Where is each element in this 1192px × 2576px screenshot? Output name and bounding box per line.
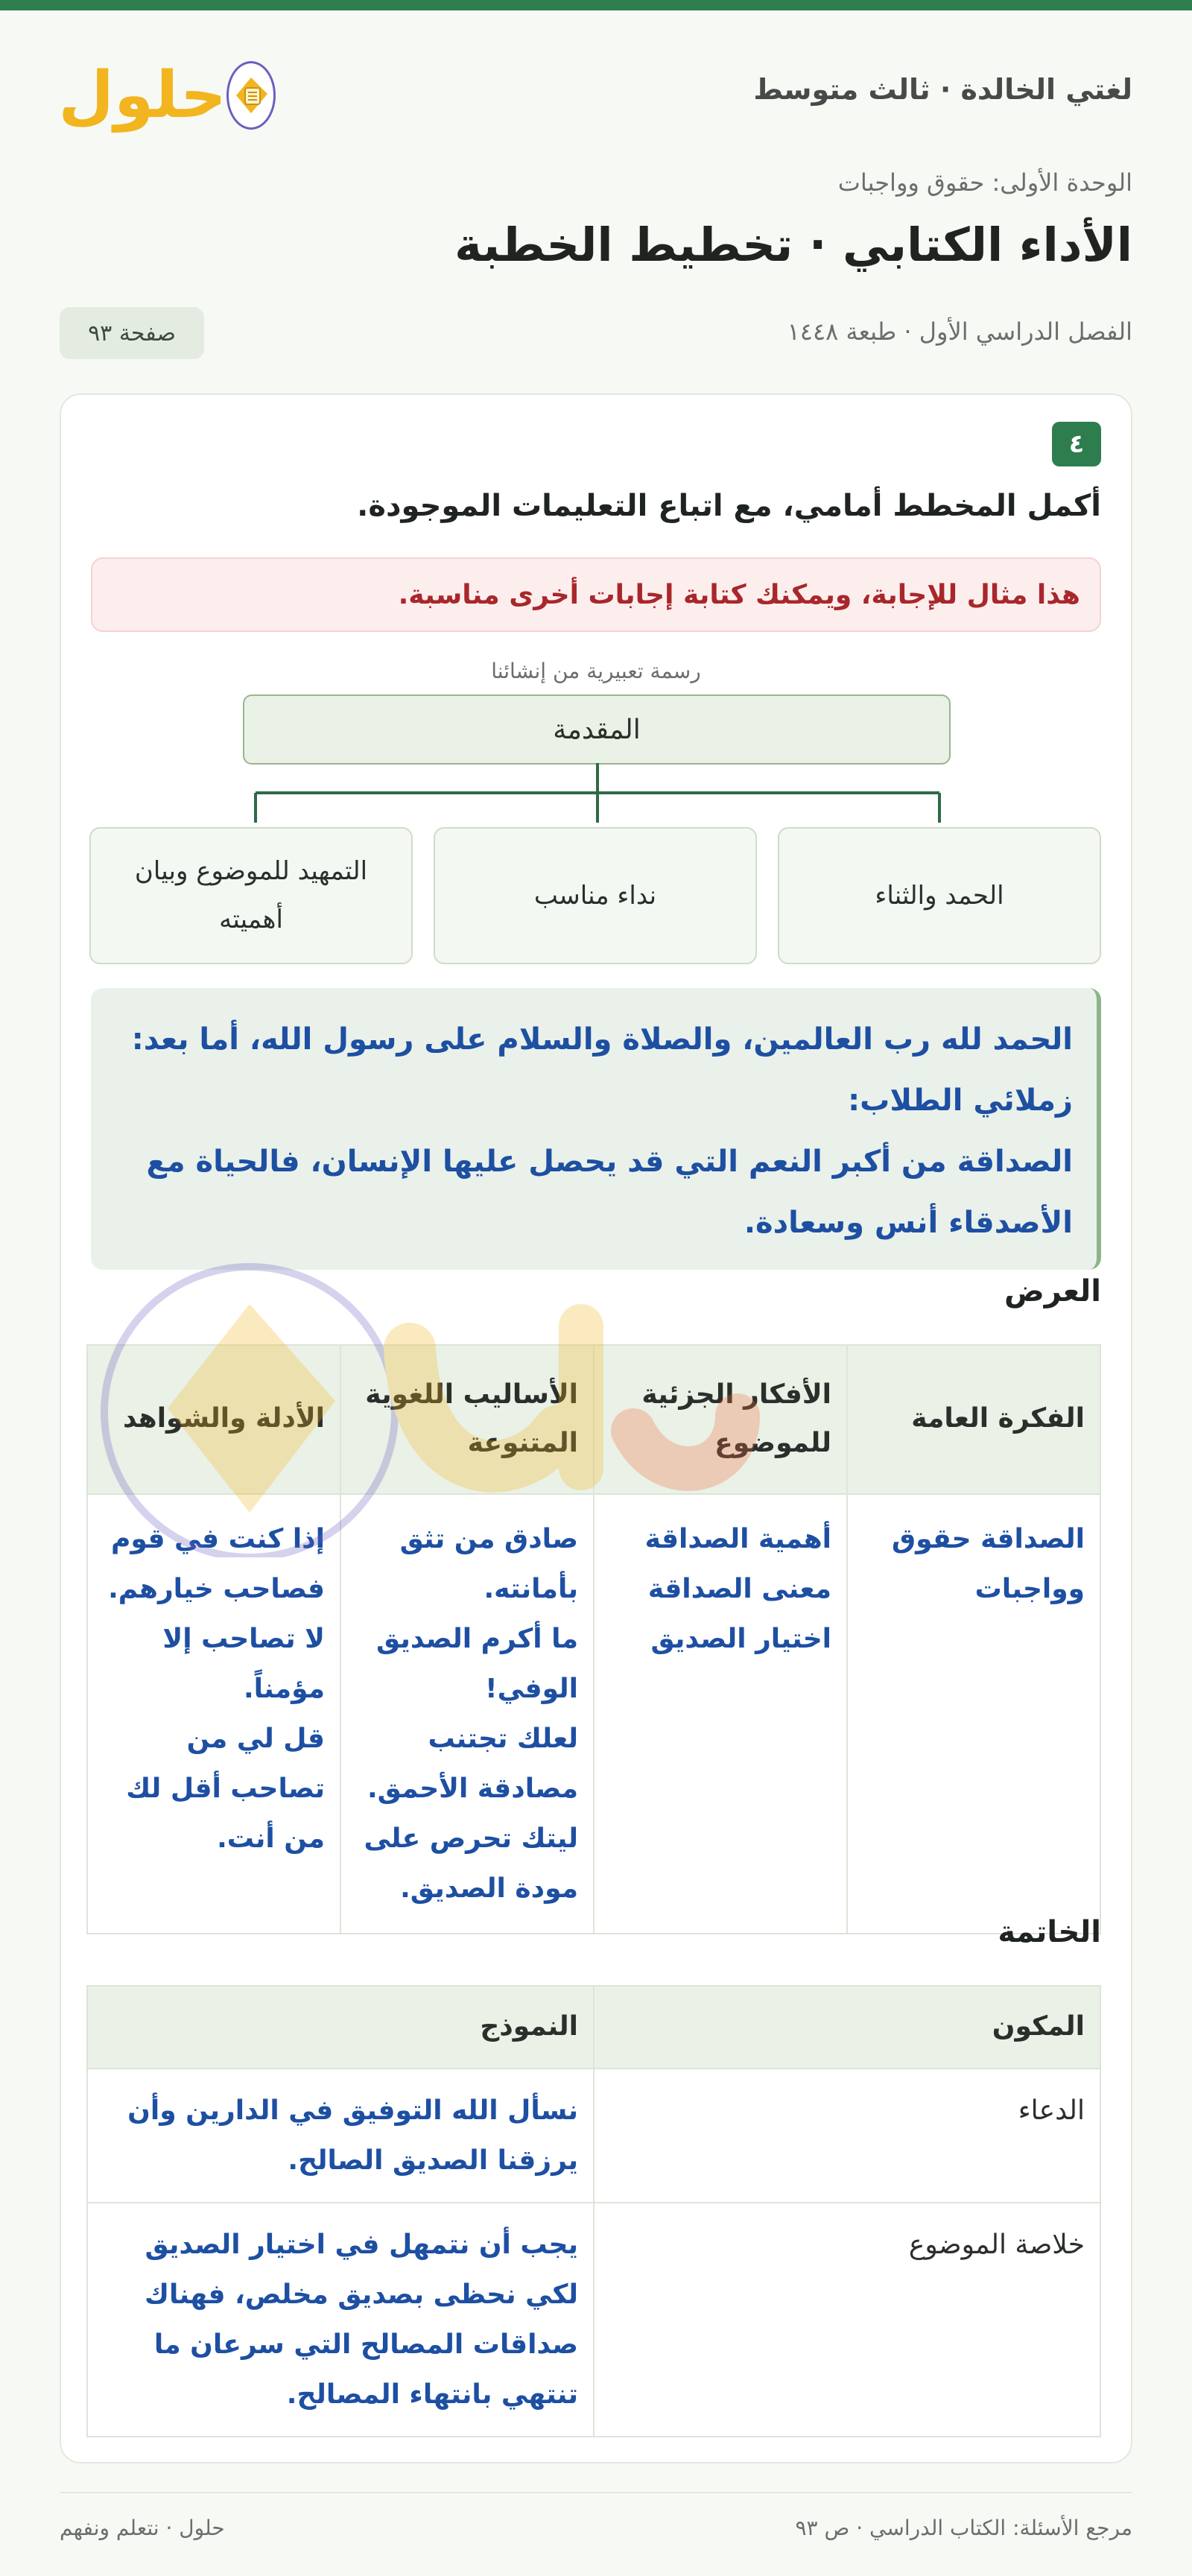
answer-note: هذا مثال للإجابة، ويمكنك كتابة إجابات أخرى مناسبة. xyxy=(91,557,1101,632)
cell-line: لعلك تجتنب مصادقة الأحمق. xyxy=(367,1723,578,1804)
question-text: أكمل المخطط أمامي، مع اتباع التعليمات الموجودة. xyxy=(357,489,1101,523)
answer-line: الصداقة من أكبر النعم التي قد يحصل عليها الإنسان، فالحياة مع xyxy=(146,1145,1073,1179)
conclusion-table xyxy=(86,1985,1101,2437)
footer-source: مرجع الأسئلة: الكتاب الدراسي · ص ٩٣ xyxy=(795,2516,1132,2540)
cell-line: صادق من تثق بأمانته. xyxy=(399,1523,578,1604)
top-accent-bar xyxy=(0,0,1192,10)
table-cell: خلاصة الموضوع xyxy=(594,2203,1100,2437)
table-row xyxy=(87,2203,1100,2437)
answer-line: الحمد لله رب العالمين، والصلاة والسلام على رسول الله، أما بعد: xyxy=(131,1022,1073,1057)
table-header-row xyxy=(87,1986,1100,2069)
table-cell: يجب أن نتمهل في اختيار الصديق لكي نحظى بصديق مخلص، فهناك صداقات المصالح التي سرعان ما تنتهي بانتهاء المصالح. xyxy=(87,2203,594,2437)
footer-tagline: حلول · نتعلم ونفهم xyxy=(60,2516,225,2540)
diagram-child-box: التمهيد للموضوع وبيان أهميته xyxy=(89,827,413,964)
intro-answer-box xyxy=(91,988,1101,1270)
cell-line: الصداقة حقوق وواجبات xyxy=(891,1523,1085,1604)
term-label: الفصل الدراسي الأول · طبعة ١٤٤٨ xyxy=(787,317,1132,346)
diagram-child-box: الحمد والثناء xyxy=(778,827,1101,964)
cell-line: ليتك تحرص على مودة الصديق. xyxy=(364,1823,578,1904)
cell-line: اختيار الصديق xyxy=(650,1623,831,1654)
answer-line: الأصدقاء أنس وسعادة. xyxy=(744,1206,1073,1240)
table-cell xyxy=(340,1494,594,1934)
cell-line: ما أكرم الصديق الوفي! xyxy=(375,1623,578,1704)
cell-line: إذا كنت في قوم فصاحب خيارهم. xyxy=(108,1523,325,1604)
page-number-badge: صفحة ٩٣ xyxy=(60,307,204,359)
table-header-cell: المكون xyxy=(594,1986,1100,2069)
table-row xyxy=(87,2069,1100,2203)
cell-line: لا تصاحب إلا مؤمناً. xyxy=(162,1623,325,1704)
body-section-title: العرض xyxy=(1004,1274,1101,1308)
page-header xyxy=(60,45,1132,142)
footer-divider xyxy=(60,2492,1132,2493)
table-header-row xyxy=(87,1345,1100,1494)
table-row xyxy=(87,1494,1100,1934)
book-title: لغتي الخالدة · ثالث متوسط xyxy=(753,73,1132,106)
unit-label: الوحدة الأولى: حقوق وواجبات xyxy=(837,168,1132,197)
diagram-child-box: نداء مناسب xyxy=(434,827,757,964)
question-number-badge: ٤ xyxy=(1052,422,1101,466)
page-title: الأداء الكتابي · تخطيط الخطبة xyxy=(454,218,1132,272)
book-icon xyxy=(226,61,276,130)
diagram-root-box: المقدمة xyxy=(243,694,951,765)
table-header-cell: الأساليب اللغوية المتنوعة xyxy=(340,1345,594,1494)
cell-line: أهمية الصداقة xyxy=(644,1523,831,1554)
question-card xyxy=(60,393,1132,2463)
answer-line: زملائي الطلاب: xyxy=(848,1083,1073,1118)
conclusion-section-title: الخاتمة xyxy=(998,1915,1101,1949)
table-header-cell: النموذج xyxy=(87,1986,594,2069)
cell-line: معنى الصداقة xyxy=(647,1573,831,1604)
table-cell xyxy=(847,1494,1100,1934)
cell-line: قل لي من تصاحب أقل لك من أنت. xyxy=(126,1723,325,1854)
table-cell xyxy=(594,1494,847,1934)
table-header-cell: الأفكار الجزئية للموضوع xyxy=(594,1345,847,1494)
body-table xyxy=(86,1344,1101,1934)
table-cell xyxy=(87,1494,340,1934)
table-header-cell: الفكرة العامة xyxy=(847,1345,1100,1494)
table-cell: نسأل الله التوفيق في الدارين وأن يرزقنا الصديق الصالح. xyxy=(87,2069,594,2203)
logo[interactable] xyxy=(60,51,276,140)
table-header-cell: الأدلة والشواهد xyxy=(87,1345,340,1494)
diagram-caption: رسمة تعبيرية من إنشائنا xyxy=(491,659,701,683)
diagram-connector xyxy=(61,763,1134,823)
logo-text: حلول xyxy=(58,58,226,133)
table-cell: الدعاء xyxy=(594,2069,1100,2203)
